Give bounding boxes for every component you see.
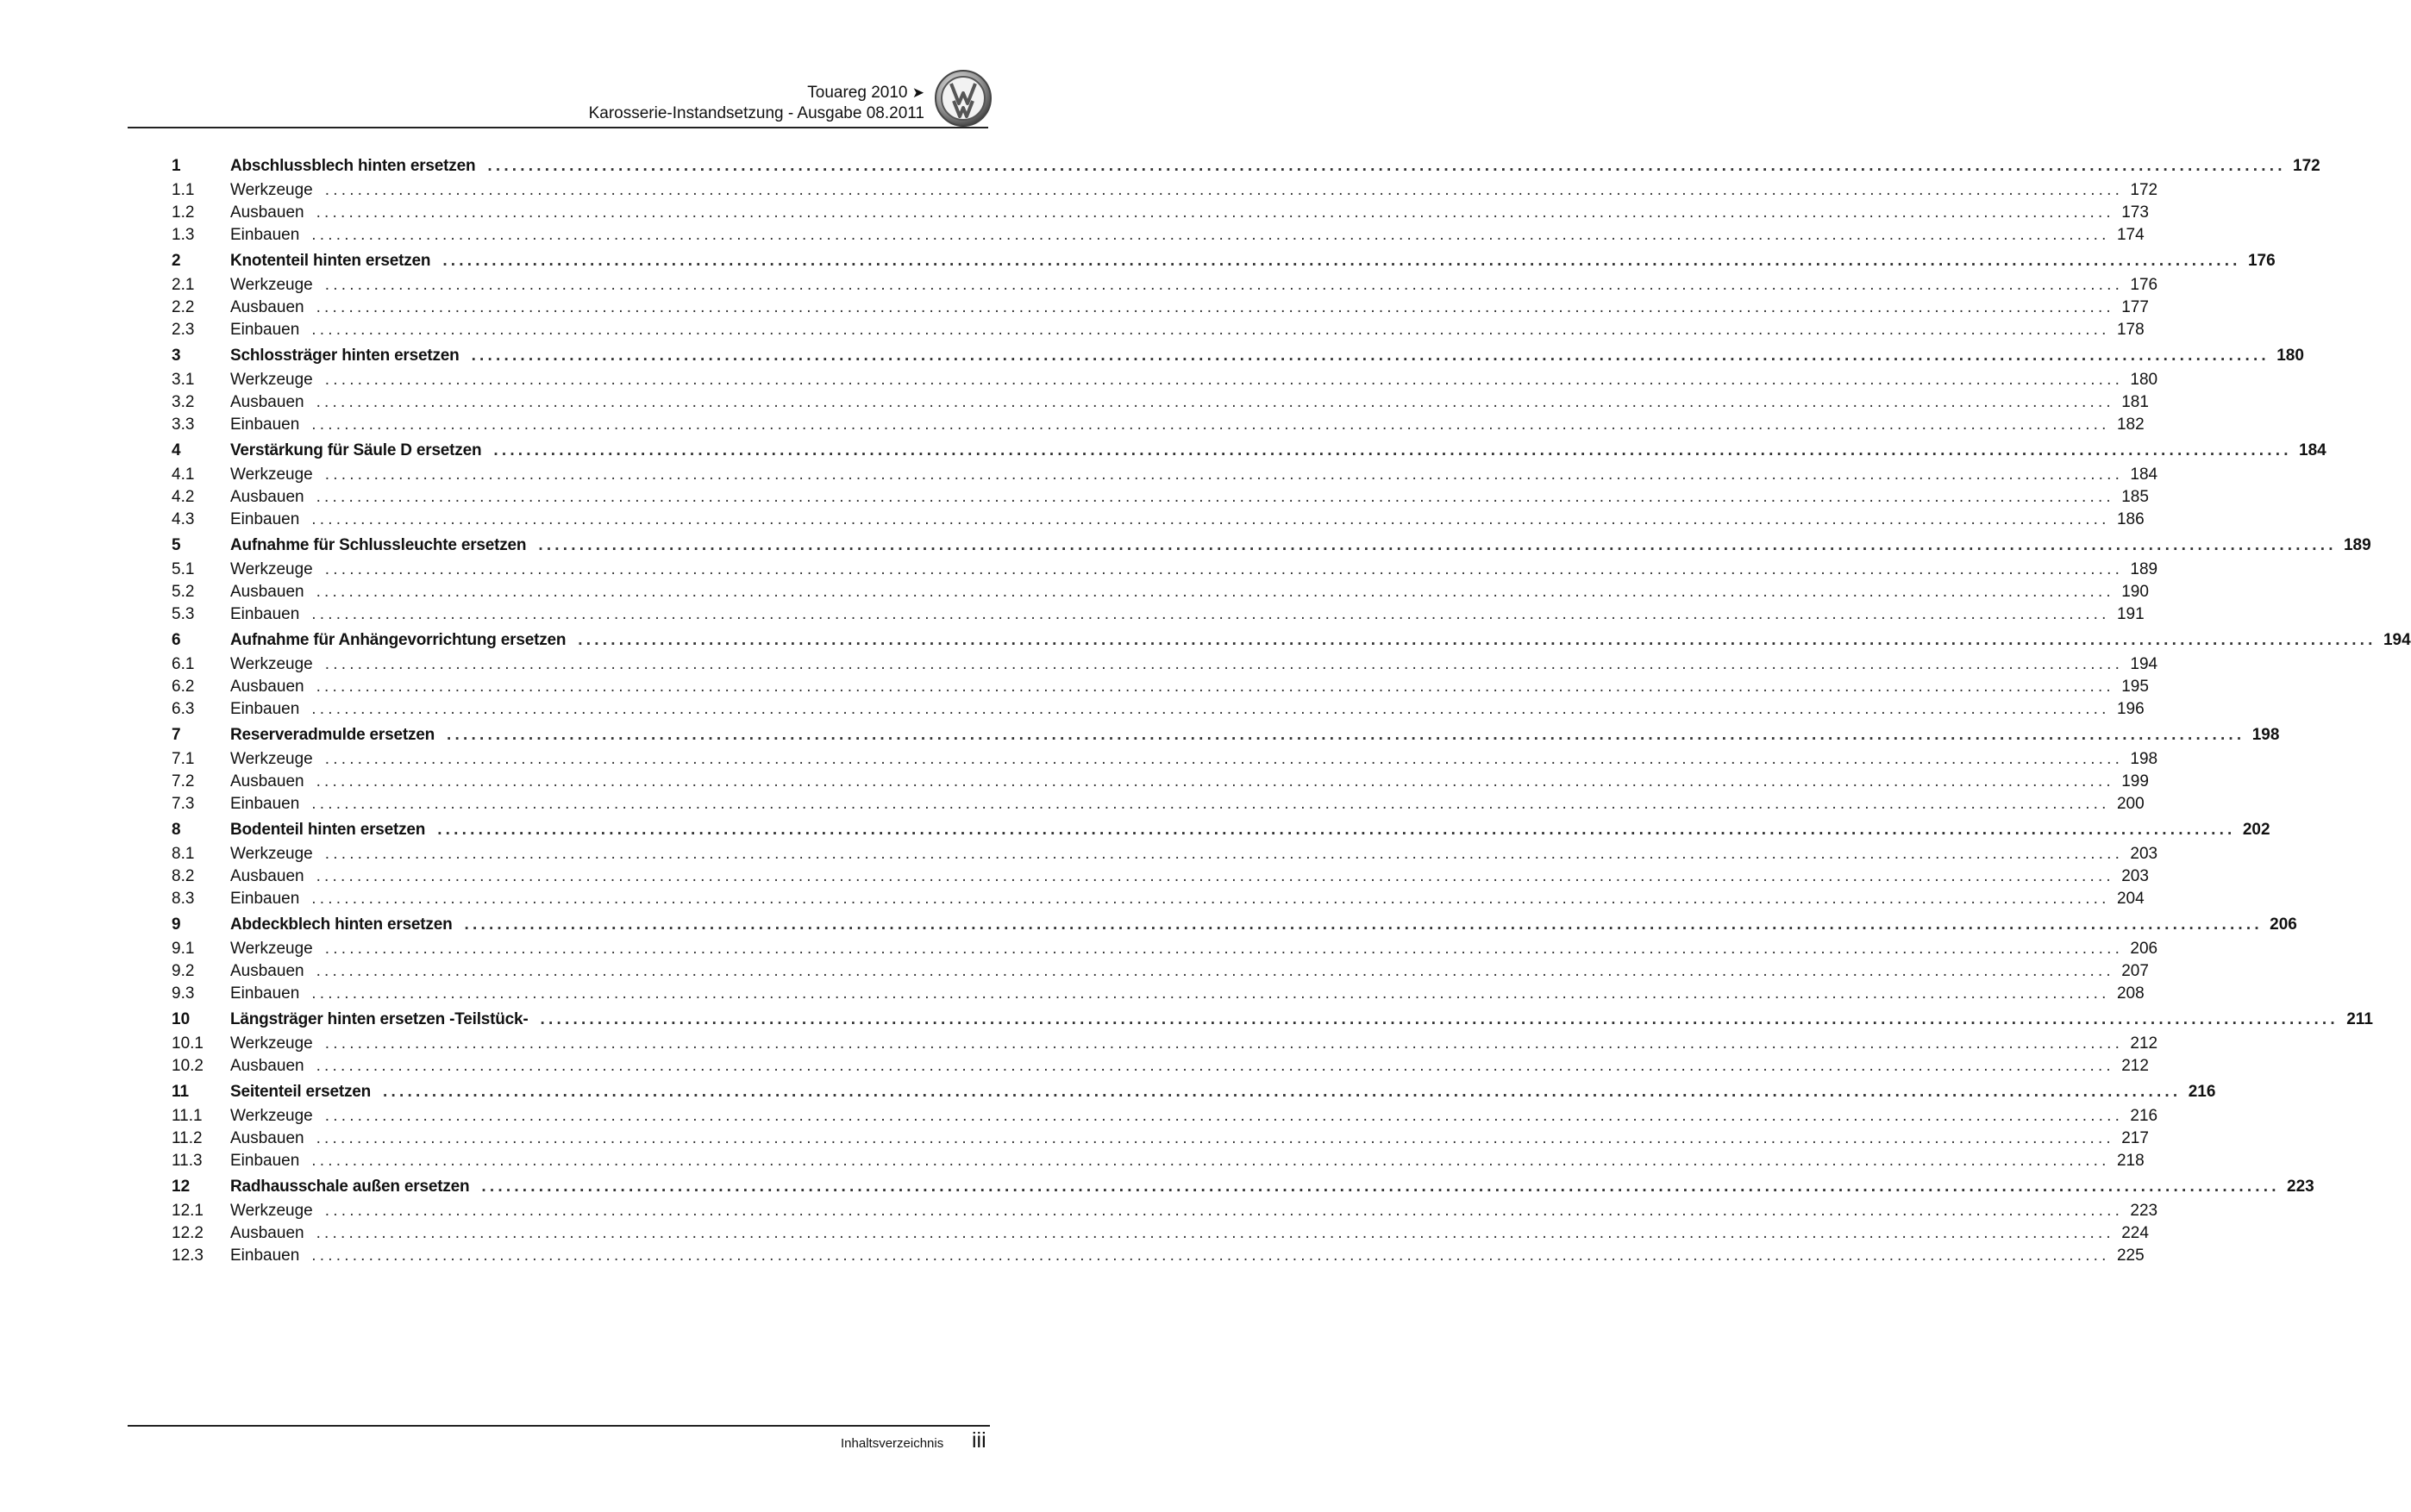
toc-number: 6.2 [172,678,195,696]
toc-title: Verstärkung für Säule D ersetzen [230,441,482,459]
toc-section-row[interactable] [172,202,2149,224]
toc-title: Werkzeuge [230,940,313,958]
toc-page-number: 200 [2116,795,2145,813]
toc-page-number: 182 [2116,415,2145,434]
toc-number: 2 [172,252,181,270]
toc-number: 11 [172,1083,190,1101]
toc-dot-leader: ............................................................................................................................................................................................................................ [578,631,2377,649]
toc-number: 5.2 [172,583,195,601]
toc-section-row[interactable] [172,274,2158,297]
toc-dot-leader: ............................................................................................................................................................................................................................ [324,465,2124,484]
toc-dot-leader: ............................................................................................................................................................................................................................ [383,1083,2182,1101]
footer-page-number: iii [972,1428,986,1453]
header-model: Touareg 2010 [807,84,908,102]
toc-dot-leader: ............................................................................................................................................................................................................................ [324,1034,2124,1053]
toc-number: 4.3 [172,510,195,528]
toc-dot-leader: ............................................................................................................................................................................................................................ [481,1178,2280,1196]
toc-number: 2.2 [172,298,195,316]
toc-title: Einbauen [230,1246,300,1265]
toc-page-number: 185 [2121,488,2149,506]
toc-page-number: 195 [2121,678,2149,696]
toc-title: Aufnahme für Anhängevorrichtung ersetzen [230,631,567,649]
header-subtitle: Karosserie-Instandsetzung - Ausgabe 08.2011 [588,104,924,122]
toc-title: Werkzeuge [230,1107,313,1125]
header-divider [128,127,988,128]
toc-title: Ausbauen [230,1057,304,1075]
toc-section-row[interactable] [172,486,2149,509]
toc-number: 12.1 [172,1202,204,1220]
toc-page-number: 184 [2130,465,2158,484]
toc-number: 6 [172,631,181,649]
toc-page-number: 176 [2247,252,2276,270]
toc-section-row[interactable] [172,464,2158,486]
toc-title: Längsträger hinten ersetzen -Teilstück- [230,1010,529,1028]
toc-section-row[interactable] [172,1222,2149,1245]
toc-page-number: 198 [2130,750,2158,768]
toc-page-number: 206 [2130,940,2158,958]
toc-number: 7.2 [172,772,195,790]
toc-section-row[interactable] [172,1055,2149,1078]
toc-chapter-row[interactable] [172,440,2326,464]
toc-page-number: 172 [2130,181,2158,199]
toc-title: Einbauen [230,605,300,623]
toc-dot-leader: ............................................................................................................................................................................................................................ [311,795,2110,813]
toc-number: 1.3 [172,226,195,244]
toc-dot-leader: ............................................................................................................................................................................................................................ [324,1107,2124,1125]
toc-section-row[interactable] [172,793,2145,815]
toc-title: Abschlussblech hinten ersetzen [230,157,476,175]
toc-dot-leader: ............................................................................................................................................................................................................................ [316,772,2114,790]
toc-page-number: 206 [2270,915,2297,934]
toc-number: 1.1 [172,181,195,199]
toc-section-row[interactable] [172,960,2149,983]
toc-number: 1 [172,157,181,175]
toc-number: 5.1 [172,560,195,578]
toc-number: 8.3 [172,890,195,908]
footer-divider [128,1425,990,1427]
toc-number: 3 [172,347,181,365]
toc-dot-leader: ............................................................................................................................................................................................................................ [437,821,2236,839]
toc-dot-leader: ............................................................................................................................................................................................................................ [311,984,2110,1003]
toc-section-row[interactable] [172,698,2145,721]
toc-title: Ausbauen [230,867,304,885]
toc-dot-leader: ............................................................................................................................................................................................................................ [311,605,2110,623]
toc-dot-leader: ............................................................................................................................................................................................................................ [316,962,2114,980]
toc-dot-leader: ............................................................................................................................................................................................................................ [324,845,2124,863]
toc-section-row[interactable] [172,369,2158,391]
footer-section-label: Inhaltsverzeichnis [841,1436,944,1451]
toc-title: Ausbauen [230,772,304,790]
toc-section-row[interactable] [172,391,2149,414]
toc-number: 3.1 [172,371,195,389]
toc-title: Ausbauen [230,298,304,316]
toc-page-number: 172 [2293,157,2320,175]
toc-page-number: 184 [2299,441,2326,459]
toc-section-row[interactable] [172,1128,2149,1150]
toc-page-number: 177 [2121,298,2149,316]
toc-number: 11.1 [172,1107,203,1125]
toc-dot-leader: ............................................................................................................................................................................................................................ [311,890,2110,908]
toc-number: 8 [172,821,181,839]
toc-dot-leader: ............................................................................................................................................................................................................................ [311,510,2110,528]
toc-dot-leader: ............................................................................................................................................................................................................................ [324,1202,2124,1220]
toc-page-number: 178 [2116,321,2145,339]
toc-section-row[interactable] [172,297,2149,319]
toc-dot-leader: ............................................................................................................................................................................................................................ [316,298,2114,316]
toc-page-number: 186 [2116,510,2145,528]
toc-page-number: 194 [2383,631,2411,649]
toc-page-number: 217 [2121,1129,2149,1147]
toc-chapter-row[interactable] [172,534,2371,559]
toc-section-row[interactable] [172,1200,2158,1222]
toc-page-number: 223 [2130,1202,2158,1220]
toc-number: 6.3 [172,700,195,718]
toc-dot-leader: ............................................................................................................................................................................................................................ [324,655,2124,673]
toc-title: Einbauen [230,415,300,434]
toc-number: 9.2 [172,962,195,980]
toc-section-row[interactable] [172,414,2145,436]
toc-title: Werkzeuge [230,181,313,199]
toc-dot-leader: ............................................................................................................................................................................................................................ [316,867,2114,885]
toc-number: 12.3 [172,1246,204,1265]
toc-chapter-row[interactable] [172,1176,2314,1200]
toc-title: Werkzeuge [230,750,313,768]
toc-dot-leader: ............................................................................................................................................................................................................................ [316,488,2114,506]
toc-section-row[interactable] [172,581,2149,603]
toc-number: 1.2 [172,203,195,222]
toc-section-row[interactable] [172,1150,2145,1172]
toc-title: Ausbauen [230,1129,304,1147]
toc-title: Ausbauen [230,583,304,601]
toc-chapter-row[interactable] [172,724,2280,748]
toc-dot-leader: ............................................................................................................................................................................................................................ [538,536,2337,554]
toc-page-number: 173 [2121,203,2149,222]
toc-number: 2.3 [172,321,195,339]
toc-title: Einbauen [230,890,300,908]
toc-section-row[interactable] [172,676,2149,698]
toc-number: 10.1 [172,1034,204,1053]
header-model-line [589,83,924,103]
toc-number: 9.3 [172,984,195,1003]
toc-title: Ausbauen [230,203,304,222]
toc-title: Ausbauen [230,1224,304,1242]
toc-page-number: 199 [2121,772,2149,790]
toc-chapter-row[interactable] [172,629,2411,653]
toc-section-row[interactable] [172,865,2149,888]
toc-title: Einbauen [230,795,300,813]
toc-section-row[interactable] [172,888,2145,910]
toc-dot-leader: ............................................................................................................................................................................................................................ [311,321,2110,339]
toc-chapter-row[interactable] [172,155,2320,179]
toc-title: Abdeckblech hinten ersetzen [230,915,453,934]
toc-number: 11.3 [172,1152,203,1170]
toc-section-row[interactable] [172,559,2158,581]
toc-title: Bodenteil hinten ersetzen [230,821,426,839]
toc-title: Ausbauen [230,678,304,696]
toc-page-number: 218 [2116,1152,2145,1170]
toc-section-row[interactable] [172,319,2145,341]
toc-dot-leader: ............................................................................................................................................................................................................................ [316,1224,2114,1242]
toc-number: 8.2 [172,867,195,885]
toc-dot-leader: ............................................................................................................................................................................................................................ [316,583,2114,601]
toc-dot-leader: ............................................................................................................................................................................................................................ [447,726,2245,744]
toc-number: 7.1 [172,750,195,768]
toc-chapter-row[interactable] [172,250,2276,274]
toc-number: 4.2 [172,488,195,506]
toc-page-number: 207 [2121,962,2149,980]
toc-title: Radhausschale außen ersetzen [230,1178,470,1196]
toc-page-number: 176 [2130,276,2158,294]
toc-number: 2.1 [172,276,195,294]
toc-number: 5 [172,536,181,554]
toc-dot-leader: ............................................................................................................................................................................................................................ [311,1246,2110,1265]
toc-dot-leader: ............................................................................................................................................................................................................................ [316,1129,2114,1147]
toc-number: 9 [172,915,181,934]
toc-title: Einbauen [230,1152,300,1170]
toc-title: Ausbauen [230,962,304,980]
toc-number: 5.3 [172,605,195,623]
toc-section-row[interactable] [172,1033,2158,1055]
toc-number: 6.1 [172,655,195,673]
toc-number: 9.1 [172,940,195,958]
toc-title: Werkzeuge [230,371,313,389]
toc-chapter-row[interactable] [172,345,2304,369]
toc-number: 10.2 [172,1057,204,1075]
toc-page-number: 212 [2121,1057,2149,1075]
toc-section-row[interactable] [172,1105,2158,1128]
toc-title: Werkzeuge [230,1202,313,1220]
toc-dot-leader: ............................................................................................................................................................................................................................ [316,203,2114,222]
toc-dot-leader: ............................................................................................................................................................................................................................ [316,393,2114,411]
toc-dot-leader: ............................................................................................................................................................................................................................ [316,1057,2114,1075]
toc-page-number: 189 [2130,560,2158,578]
arrow-right-icon: ➤ [911,84,924,101]
toc-dot-leader: ............................................................................................................................................................................................................................ [311,1152,2110,1170]
toc-title: Knotenteil hinten ersetzen [230,252,431,270]
toc-page-number: 198 [2251,726,2280,744]
toc-title: Werkzeuge [230,1034,313,1053]
toc-page-number: 204 [2116,890,2145,908]
toc-section-row[interactable] [172,603,2145,626]
toc-number: 3.3 [172,415,195,434]
toc-dot-leader: ............................................................................................................................................................................................................................ [324,560,2124,578]
toc-section-row[interactable] [172,509,2145,531]
toc-title: Werkzeuge [230,845,313,863]
toc-page-number: 180 [2276,347,2304,365]
toc-chapter-row[interactable] [172,914,2297,938]
toc-dot-leader: ............................................................................................................................................................................................................................ [493,441,2292,459]
toc-chapter-row[interactable] [172,1009,2373,1033]
toc-section-row[interactable] [172,983,2145,1005]
toc-page-number: 224 [2121,1224,2149,1242]
toc-dot-leader: ............................................................................................................................................................................................................................ [464,915,2263,934]
toc-dot-leader: ............................................................................................................................................................................................................................ [316,678,2114,696]
toc-title: Einbauen [230,984,300,1003]
toc-page-number: 223 [2287,1178,2314,1196]
toc-number: 4 [172,441,181,459]
toc-page-number: 216 [2130,1107,2158,1125]
vw-logo-icon [934,69,993,128]
toc-dot-leader: ............................................................................................................................................................................................................................ [442,252,2241,270]
toc-title: Werkzeuge [230,465,313,484]
toc-dot-leader: ............................................................................................................................................................................................................................ [324,276,2124,294]
toc-page-number: 196 [2116,700,2145,718]
toc-number: 11.2 [172,1129,203,1147]
toc-title: Einbauen [230,700,300,718]
toc-title: Werkzeuge [230,655,313,673]
toc-title: Werkzeuge [230,276,313,294]
toc-title: Einbauen [230,226,300,244]
toc-dot-leader: ............................................................................................................................................................................................................................ [540,1010,2339,1028]
toc-number: 12.2 [172,1224,204,1242]
toc-dot-leader: ............................................................................................................................................................................................................................ [311,700,2110,718]
toc-dot-leader: ............................................................................................................................................................................................................................ [487,157,2286,175]
toc-title: Ausbauen [230,393,304,411]
toc-dot-leader: ............................................................................................................................................................................................................................ [311,226,2110,244]
toc-section-row[interactable] [172,1245,2145,1267]
toc-page-number: 202 [2242,821,2270,839]
toc-title: Einbauen [230,321,300,339]
toc-section-row[interactable] [172,224,2145,247]
toc-dot-leader: ............................................................................................................................................................................................................................ [324,750,2124,768]
toc-page-number: 181 [2121,393,2149,411]
toc-page-number: 225 [2116,1246,2145,1265]
toc-page-number: 174 [2116,226,2145,244]
table-of-contents [172,155,2411,1267]
toc-page-number: 194 [2130,655,2158,673]
toc-section-row[interactable] [172,748,2158,771]
toc-page-number: 191 [2116,605,2145,623]
toc-number: 4.1 [172,465,195,484]
toc-chapter-row[interactable] [172,1081,2216,1105]
toc-page-number: 190 [2121,583,2149,601]
toc-number: 3.2 [172,393,195,411]
toc-number: 10 [172,1010,191,1028]
toc-dot-leader: ............................................................................................................................................................................................................................ [324,181,2124,199]
toc-title: Werkzeuge [230,560,313,578]
toc-section-row[interactable] [172,771,2149,793]
toc-section-row[interactable] [172,653,2158,676]
toc-title: Einbauen [230,510,300,528]
toc-section-row[interactable] [172,938,2158,960]
toc-page-number: 180 [2130,371,2158,389]
toc-dot-leader: ............................................................................................................................................................................................................................ [311,415,2110,434]
toc-title: Reserveradmulde ersetzen [230,726,435,744]
toc-page-number: 216 [2188,1083,2216,1101]
toc-dot-leader: ............................................................................................................................................................................................................................ [471,347,2270,365]
toc-section-row[interactable] [172,179,2158,202]
toc-section-row[interactable] [172,843,2158,865]
toc-title: Aufnahme für Schlussleuchte ersetzen [230,536,527,554]
toc-page-number: 211 [2346,1010,2373,1028]
toc-dot-leader: ............................................................................................................................................................................................................................ [324,940,2124,958]
toc-page-number: 212 [2130,1034,2158,1053]
toc-dot-leader: ............................................................................................................................................................................................................................ [324,371,2124,389]
toc-number: 8.1 [172,845,195,863]
page-header [589,83,924,124]
toc-title: Schlossträger hinten ersetzen [230,347,460,365]
toc-chapter-row[interactable] [172,819,2270,843]
toc-page-number: 203 [2121,867,2149,885]
toc-number: 12 [172,1178,191,1196]
toc-page-number: 203 [2130,845,2158,863]
toc-title: Seitenteil ersetzen [230,1083,372,1101]
toc-number: 7 [172,726,181,744]
toc-title: Ausbauen [230,488,304,506]
toc-number: 7.3 [172,795,195,813]
toc-page-number: 208 [2116,984,2145,1003]
toc-page-number: 189 [2343,536,2371,554]
